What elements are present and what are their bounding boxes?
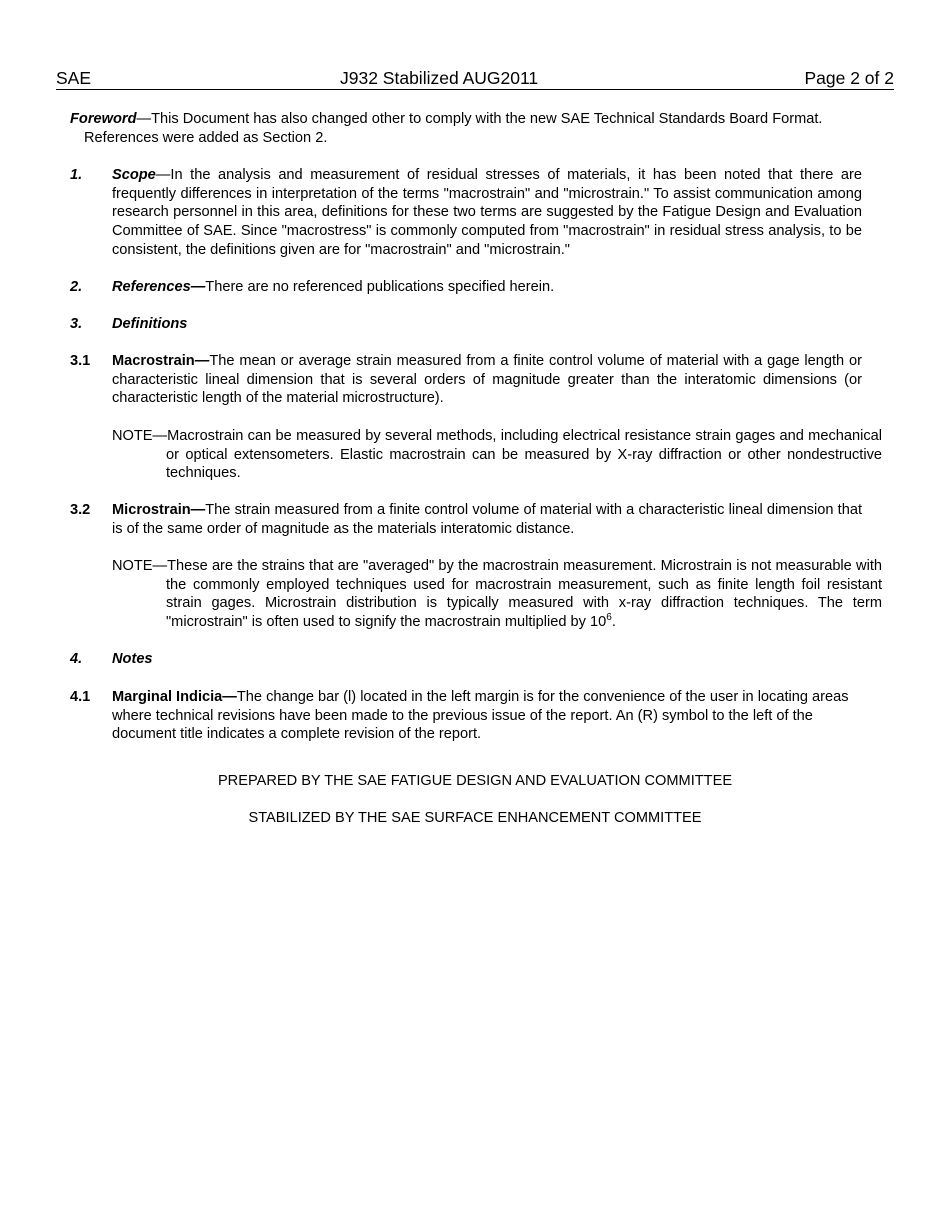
subsection-number: 4.1	[70, 689, 91, 705]
section-number: 1.	[70, 167, 83, 183]
section-number: 3.	[70, 316, 83, 332]
stabilized-by: STABILIZED BY THE SAE SURFACE ENHANCEMENT COMMITTEE	[248, 810, 702, 826]
prepared-by: PREPARED BY THE SAE FATIGUE DESIGN AND EVALUATION COMMITTEE	[217, 773, 733, 789]
section-title: References	[112, 279, 191, 295]
definition-text: The strain measured from a finite control volume of material with a characteristic lineal dimension that is of the same order of magnitude as the materials interatomic distance.	[112, 502, 862, 537]
page-header	[56, 67, 894, 90]
subsection-number: 3.1	[70, 353, 91, 369]
definition-text: The mean or average strain measured from a finite control volume of material with a gage length or characteristic lineal dimension that is several orders of magnitude greater than the interatomic dimensions (or characteristic length of the material microstructure).	[112, 353, 862, 407]
header-page-number: Page 2 of 2	[804, 68, 894, 88]
marginal-indicia	[112, 688, 864, 744]
note-macrostrain: NOTE—Macrostrain can be measured by several methods, including electrical resistance strain gages and mechanical or optical extensometers. Elastic macrostrain can be measured by X-ray diffraction or other nondestructive techniques.	[112, 428, 882, 482]
foreword-title: Foreword	[70, 111, 137, 127]
exponent: 6	[606, 612, 612, 624]
section-references: References—There are no referenced publications specified herein.	[112, 279, 555, 295]
section-title-definitions: Definitions	[112, 316, 188, 332]
section-number: 4.	[70, 651, 83, 667]
foreword-text: This Document has also changed other to comply with the new SAE Technical Standards Board Format.	[151, 111, 823, 127]
foreword: Foreword—This Document has also changed other to comply with the new SAE Technical Standards Board Format. References were added as Section 2.	[70, 110, 870, 147]
section-text: There are no referenced publications specified herein.	[205, 279, 555, 295]
section-title: Scope	[112, 167, 156, 183]
header-doc-id: J932 Stabilized AUG2011	[340, 68, 539, 88]
term-title: Macrostrain—	[112, 353, 210, 369]
definition-microstrain	[112, 501, 862, 538]
note-microstrain: NOTE—These are the strains that are "averaged" by the macrostrain measurement. Microstrain is not measurable with the commonly employed techniques used for macrostrain measurement, such as finite length foil resistant strain gages. Microstrain distribution is typically measured with x-ray diffraction techniques. The term "microstrain" is often used to signify the macrostrain multiplied by $10^6$.	[112, 558, 882, 631]
header-org: SAE	[56, 68, 92, 88]
section-title-notes: Notes	[112, 651, 153, 667]
definition-macrostrain	[112, 352, 862, 408]
subsection-number: 3.2	[70, 502, 91, 518]
foreword-text-cont: References were added as Section 2.	[84, 129, 328, 146]
term-title: Microstrain—	[112, 502, 206, 518]
section-scope: Scope—In the analysis and measurement of residual stresses of materials, it has been noted that there are frequently differences in interpretation of the terms "macrostrain" and "microstrain." To assist communication among research personnel in this area, definitions for these two terms are suggested by the Fatigue Design and Evaluation Committee of SAE. Since "macrostress" is commonly computed from "macrostrain" in residual stress analysis, to be consistent, the definitions given are for "macrostrain" and "microstrain."	[112, 167, 862, 258]
definition-text: The change bar (l) located in the left margin is for the convenience of the user in locating areas where technical revisions have been made to the previous issue of the report. An (R) symbol to the left of the document title indicates a complete revision of the report.	[112, 689, 849, 743]
term-title: Marginal Indicia—	[112, 689, 237, 705]
section-number: 2.	[70, 279, 83, 295]
section-text: In the analysis and measurement of residual stresses of materials, it has been noted that there are frequently differences in interpretation of the terms "macrostrain" and "microstrain." To assist communication among research personnel in this area, definitions for these two terms are suggested by the Fatigue Design and Evaluation Committee of SAE. Since "macrostress" is commonly computed from "macrostrain" in residual stress analysis, to be consistent, the definitions given are for "macrostrain" and "microstrain."	[112, 167, 862, 258]
